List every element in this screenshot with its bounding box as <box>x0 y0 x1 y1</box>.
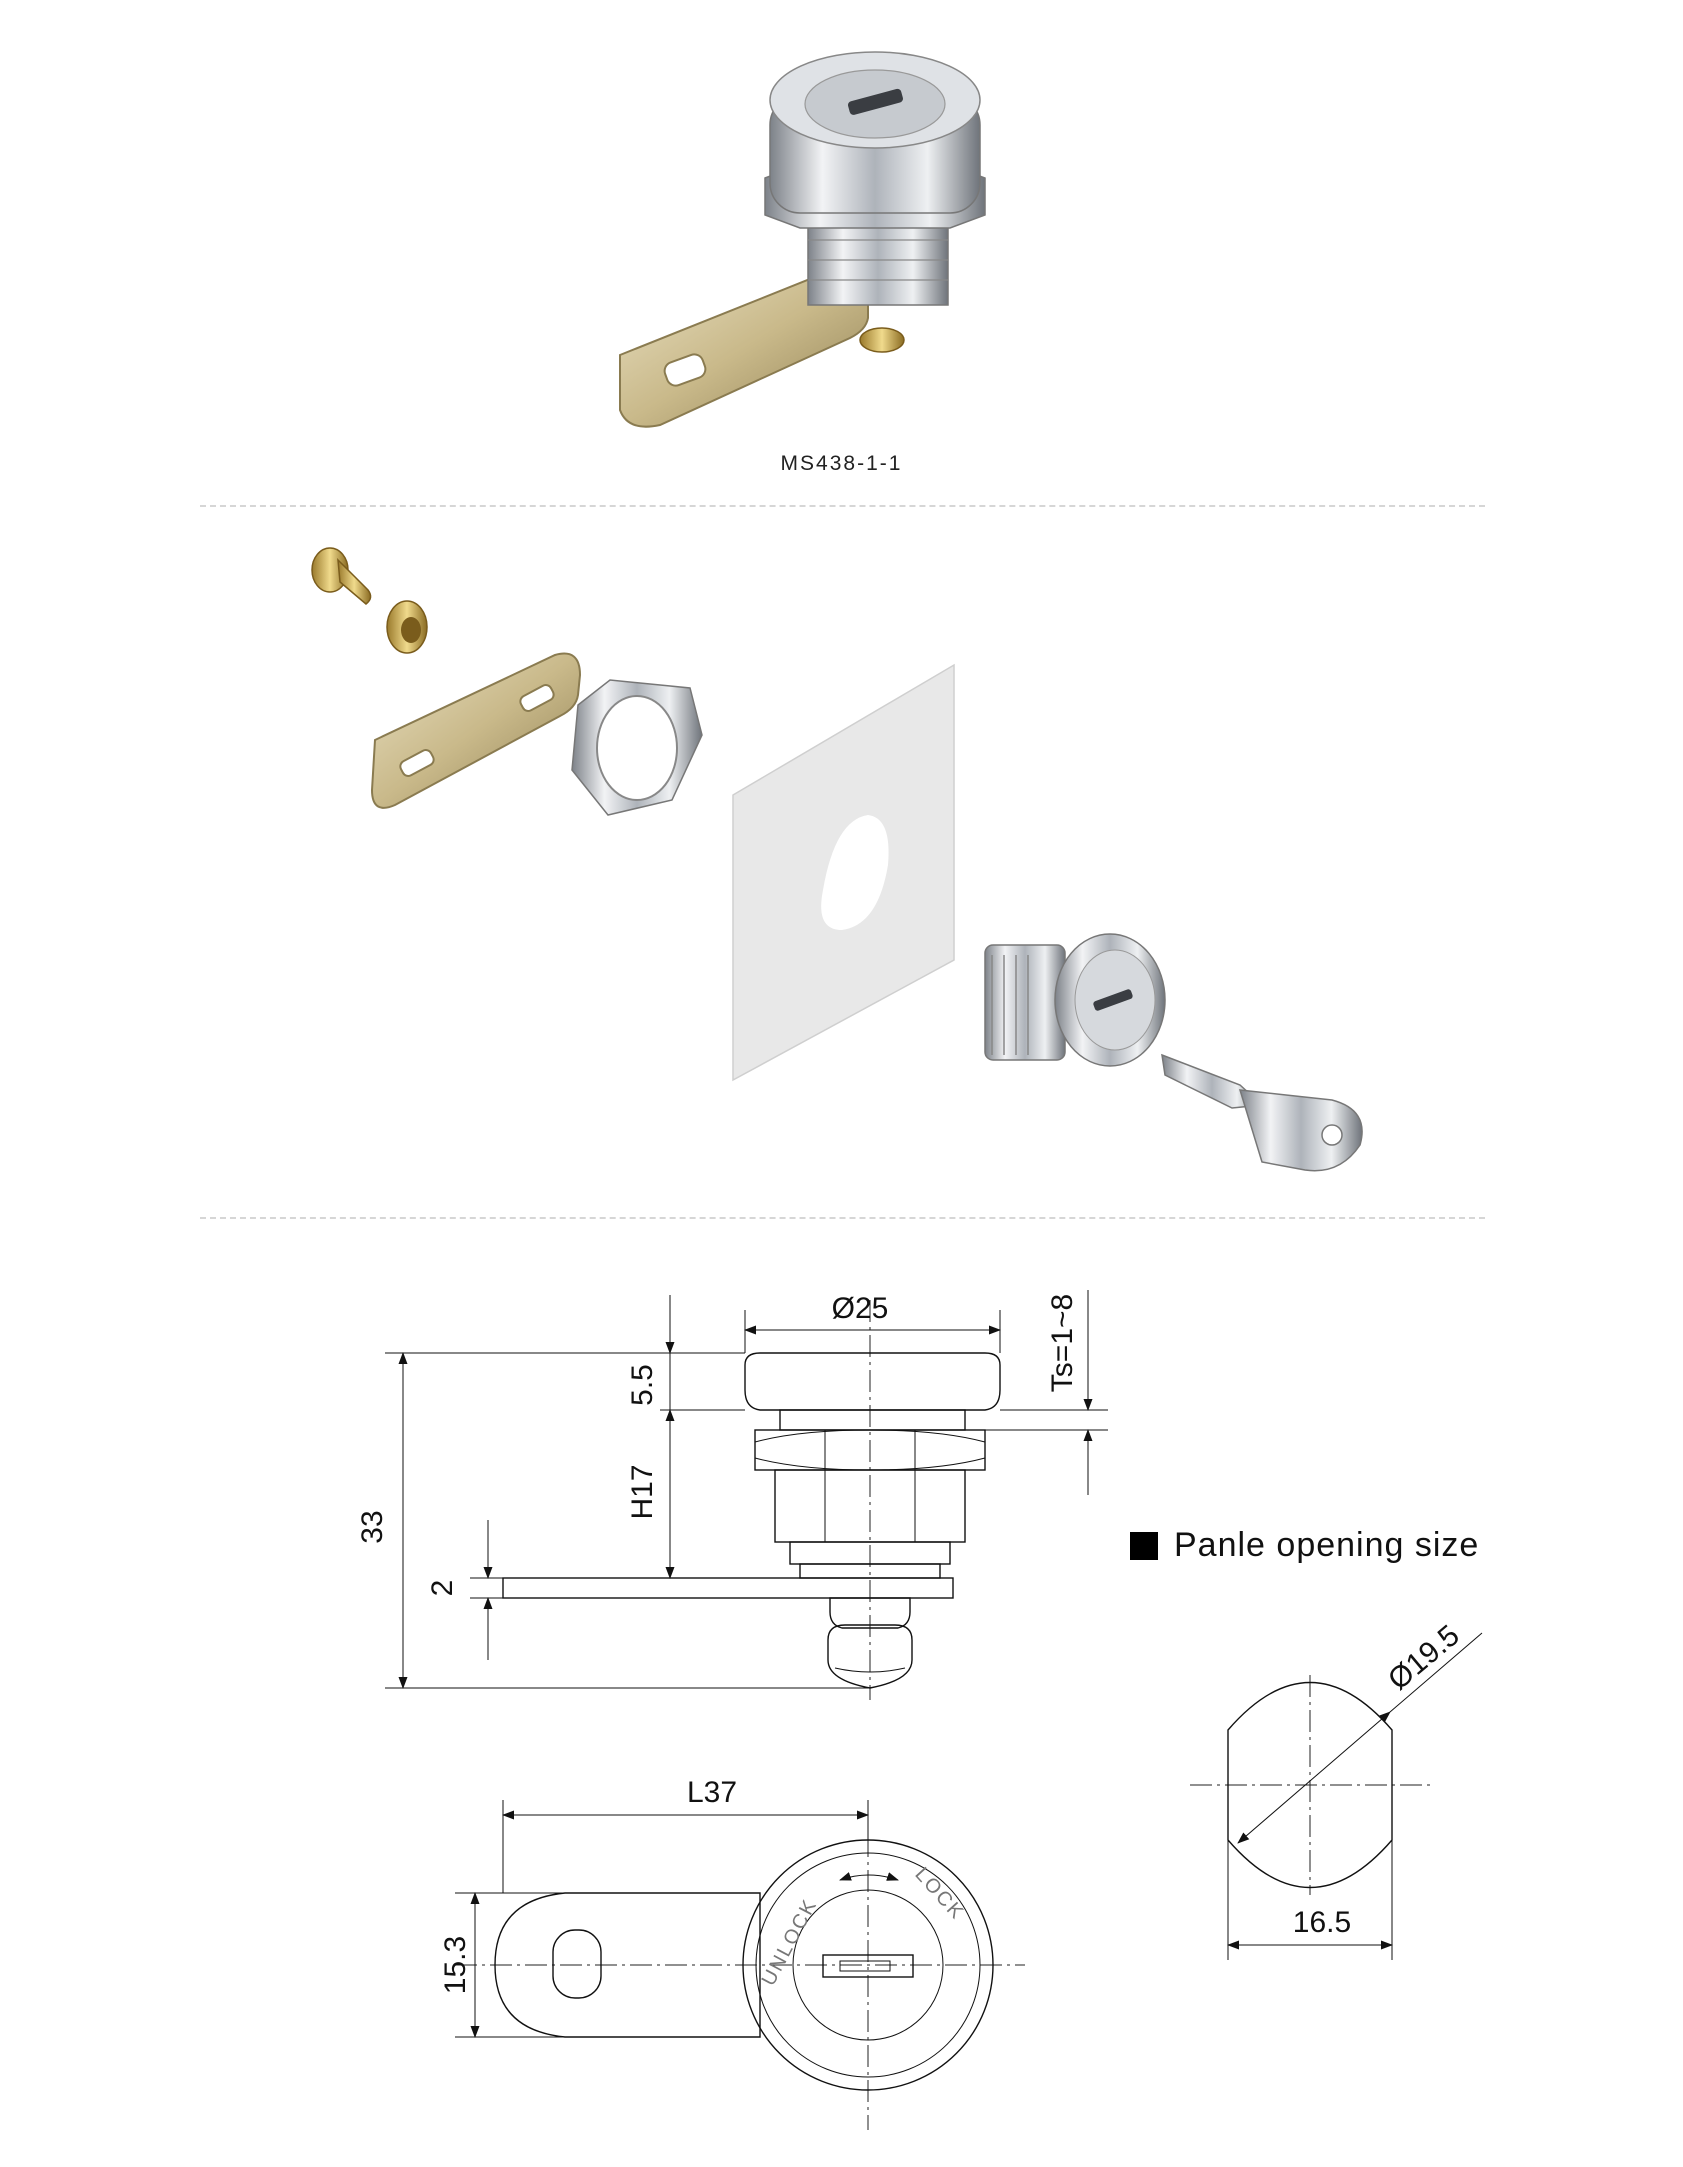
dim-panel-thickness: Ts=1~8 <box>1046 1293 1079 1393</box>
opening-diameter-label: Ø19.5 <box>1381 1618 1466 1697</box>
dim-cam-thickness: 2 <box>426 1579 459 1597</box>
dim-cam-length: L37 <box>686 1776 738 1809</box>
side-view-drawing <box>356 1290 1108 1700</box>
dim-total-height: 33 <box>356 1510 389 1544</box>
face-label-unlock: UNLOCK <box>757 1894 822 1990</box>
panel-opening-drawing <box>1190 1619 1482 1960</box>
face-label-lock: LOCK <box>910 1863 969 1925</box>
heading-square-bullet <box>1130 1532 1158 1560</box>
dim-cam-width: 15.3 <box>439 1935 472 1995</box>
dim-head-diameter: Ø25 <box>831 1292 889 1325</box>
top-view-drawing <box>439 1776 1025 2130</box>
product-model-caption: MS438-1-1 <box>780 452 903 475</box>
opening-width-label: 16.5 <box>1292 1906 1352 1939</box>
panel-opening-heading <box>1130 1526 1479 1565</box>
panel-opening-title: Panle opening size <box>1174 1526 1480 1564</box>
dim-head-height: 5.5 <box>626 1364 659 1406</box>
dim-body-height: H17 <box>626 1464 659 1520</box>
